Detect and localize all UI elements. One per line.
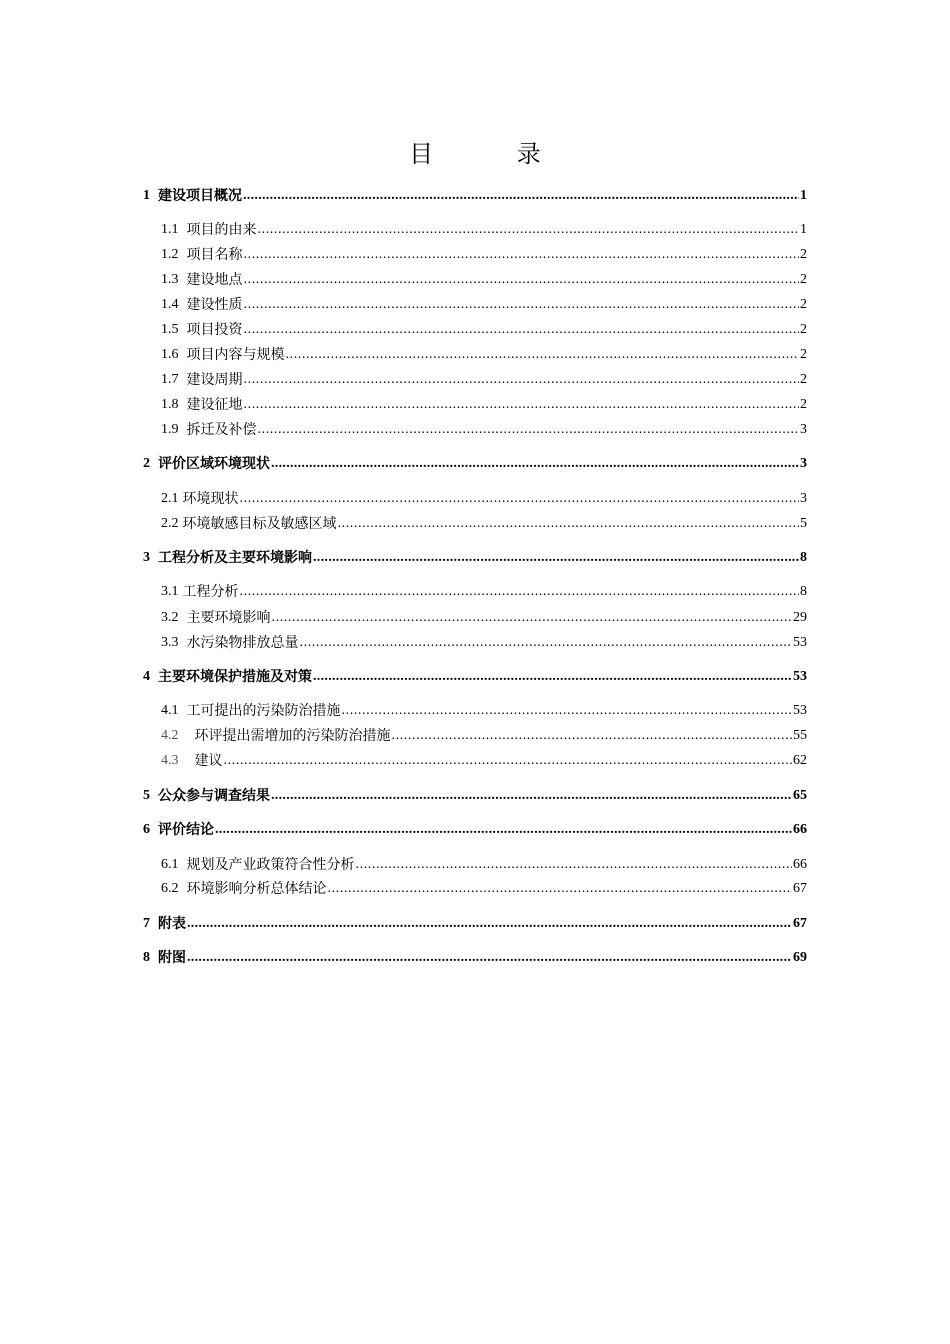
toc-entry-section[interactable] [161,855,807,875]
toc-entry-number: 2.1 [161,491,179,506]
toc-dot-leader [342,701,793,721]
toc-entry-number: 1.8 [161,397,179,412]
toc-entry-section[interactable] [161,633,807,653]
toc-entry-page-number: 65 [793,788,807,803]
toc-dot-leader [258,220,800,240]
toc-dot-leader [240,489,800,509]
toc-entry-section[interactable] [161,514,807,534]
toc-entry-page-number: 53 [793,669,807,684]
toc-dot-leader [300,633,793,653]
toc-entry-page-number: 66 [793,822,807,837]
toc-entry-chapter[interactable] [143,454,807,474]
toc-entry-section[interactable] [161,879,807,899]
toc-dot-leader [244,245,800,265]
toc-entry-section[interactable] [161,270,807,290]
toc-entry-section[interactable] [161,220,807,240]
toc-entry-page-number: 69 [793,950,807,965]
toc-entry-chapter[interactable] [143,948,807,968]
toc-entry-number: 1 [143,188,150,203]
toc-title: 目 录 [409,140,579,168]
toc-entry-chapter[interactable] [143,914,807,934]
toc-entry-number: 8 [143,950,150,965]
toc-entry-label: 建设征地 [186,397,243,413]
toc-dot-leader [244,320,800,340]
toc-dot-leader [244,395,800,415]
toc-dot-leader [356,855,793,875]
toc-entry-section[interactable] [161,370,807,390]
toc-entry-section[interactable] [161,295,807,315]
toc-dot-leader [215,820,792,840]
toc-entry-section[interactable] [161,395,807,415]
toc-entry-label: 主要环境保护措施及对策 [158,669,312,685]
toc-dot-leader [286,345,800,365]
toc-entry-number: 1.6 [161,347,179,362]
toc-entry-number: 3.1 [161,584,179,599]
toc-entry-page-number: 3 [800,456,807,471]
toc-entry-page-number: 29 [793,610,807,625]
toc-entry-label: 建设地点 [186,272,243,288]
toc-dot-leader [224,751,793,771]
toc-entry-section[interactable] [161,345,807,365]
toc-entry-page-number: 66 [793,857,807,872]
toc-entry-section[interactable] [161,726,807,746]
toc-entry-label: 公众参与调查结果 [158,788,270,804]
toc-entry-page-number: 67 [793,916,807,931]
toc-entry-label: 环评提出需增加的污染防治措施 [194,728,391,744]
toc-entry-label: 建设周期 [186,372,243,388]
toc-entry-label: 水污染物排放总量 [186,635,299,651]
toc-dot-leader [313,667,792,687]
toc-entry-number: 7 [143,916,150,931]
toc-dot-leader [243,186,799,206]
toc-entry-page-number: 3 [800,491,807,506]
toc-entry-page-number: 3 [800,422,807,437]
toc-entry-label: 项目名称 [186,247,243,263]
toc-dot-leader [244,295,800,315]
toc-entry-number: 2.2 [161,516,179,531]
toc-entry-chapter[interactable] [143,548,807,568]
toc-entry-label: 工程分析 [182,584,239,600]
toc-entry-chapter[interactable] [143,786,807,806]
toc-entry-label: 工可提出的污染防治措施 [186,703,341,719]
toc-entry-page-number: 5 [800,516,807,531]
toc-entry-label: 附表 [158,916,186,932]
toc-entry-page-number: 53 [793,703,807,718]
toc-entry-number: 4.1 [161,703,179,718]
toc-entry-number: 4.3 [161,753,179,768]
toc-entry-number: 4.2 [161,728,179,743]
toc-entry-section[interactable] [161,751,807,771]
toc-entry-number: 1.4 [161,297,179,312]
toc-entry-number: 4 [143,669,150,684]
toc-entry-section[interactable] [161,320,807,340]
toc-dot-leader [187,914,792,934]
toc-dot-leader [258,420,800,440]
toc-entry-page-number: 1 [800,188,807,203]
toc-entry-page-number: 62 [793,753,807,768]
toc-dot-leader [244,370,800,390]
toc-entry-page-number: 67 [793,881,807,896]
toc-dot-leader [313,548,799,568]
toc-entry-number: 3 [143,550,150,565]
toc-entry-chapter[interactable] [143,667,807,687]
toc-entry-number: 1.5 [161,322,179,337]
toc-entry-label: 项目内容与规模 [186,347,285,363]
toc-entry-page-number: 2 [800,347,807,362]
toc-entry-page-number: 2 [800,247,807,262]
toc-entry-number: 1.7 [161,372,179,387]
toc-entry-page-number: 2 [800,297,807,312]
toc-entry-page-number: 8 [800,550,807,565]
toc-entry-section[interactable] [161,582,807,602]
toc-entry-number: 2 [143,456,150,471]
toc-entry-page-number: 2 [800,272,807,287]
toc-entry-section[interactable] [161,701,807,721]
toc-entry-label: 附图 [158,950,186,966]
toc-entry-label: 项目的由来 [186,222,257,238]
toc-entry-label: 拆迁及补偿 [186,422,257,438]
toc-dot-leader [328,879,793,899]
toc-entry-label: 评价区域环境现状 [158,456,270,472]
toc-entry-label: 建议 [194,753,223,769]
toc-dot-leader [338,514,800,534]
toc-entry-label: 环境现状 [182,491,239,507]
toc-entry-number: 3.2 [161,610,179,625]
toc-entry-label: 工程分析及主要环境影响 [158,550,312,566]
toc-entry-label: 项目投资 [186,322,243,338]
toc-entry-number: 6.1 [161,857,179,872]
toc-entry-label: 规划及产业政策符合性分析 [186,857,355,873]
toc-entry-number: 6.2 [161,881,179,896]
toc-entry-number: 5 [143,788,150,803]
toc-entry-label: 建设性质 [186,297,243,313]
toc-entry-number: 1.2 [161,247,179,262]
toc-dot-leader [240,582,800,602]
toc-entry-number: 1.9 [161,422,179,437]
toc-entry-page-number: 8 [800,584,807,599]
toc-entry-page-number: 2 [800,322,807,337]
toc-entry-number: 3.3 [161,635,179,650]
toc-entry-number: 1.1 [161,222,179,237]
toc-dot-leader [244,270,800,290]
toc-dot-leader [392,726,793,746]
toc-dot-leader [271,454,799,474]
toc-entry-label: 主要环境影响 [186,610,271,626]
toc-entry-section[interactable] [161,420,807,440]
toc-entry-page-number: 53 [793,635,807,650]
toc-entry-chapter[interactable] [143,820,807,840]
toc-entry-number: 1.3 [161,272,179,287]
toc-dot-leader [271,786,792,806]
toc-entry-section[interactable] [161,608,807,628]
toc-entry-section[interactable] [161,489,807,509]
toc-entry-label: 环境影响分析总体结论 [186,881,327,897]
toc-entry-label: 环境敏感目标及敏感区域 [182,516,337,532]
toc-entry-chapter[interactable] [143,186,807,206]
toc-entry-page-number: 2 [800,372,807,387]
toc-dot-leader [272,608,793,628]
toc-entry-page-number: 55 [793,728,807,743]
toc-entry-label: 评价结论 [158,822,214,838]
toc-entry-number: 6 [143,822,150,837]
toc-entry-label: 建设项目概况 [158,188,242,204]
toc-entry-section[interactable] [161,245,807,265]
toc-dot-leader [187,948,792,968]
toc-entry-page-number: 2 [800,397,807,412]
toc-entry-page-number: 1 [800,222,807,237]
